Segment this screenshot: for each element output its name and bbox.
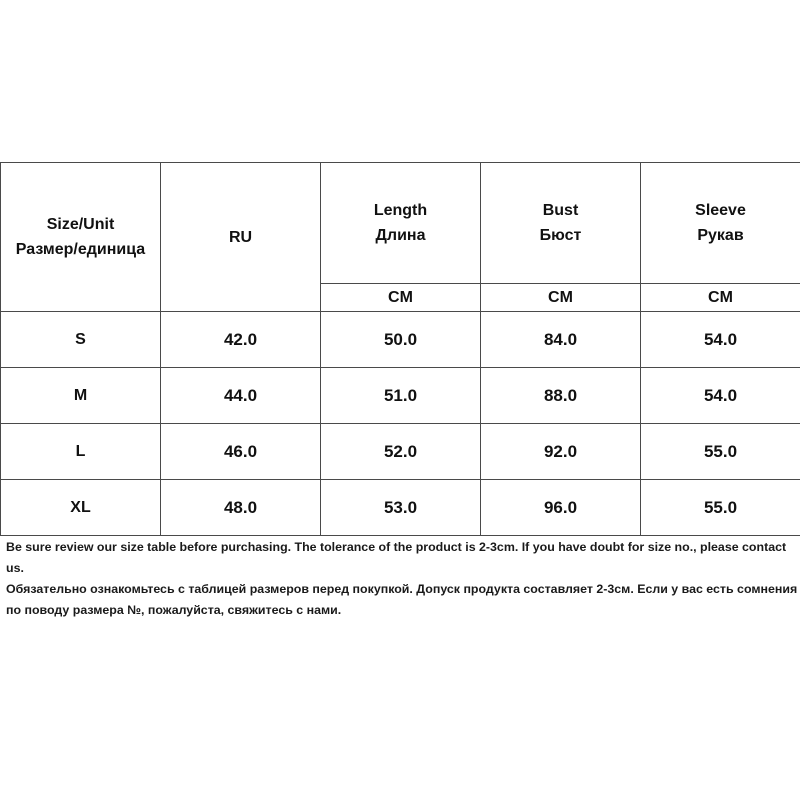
bust-cell: 96.0 xyxy=(481,480,641,536)
size-cell: XL xyxy=(1,480,161,536)
sleeve-cell: 55.0 xyxy=(641,480,800,536)
length-cell: 52.0 xyxy=(321,424,481,480)
disclaimer-en: Be sure review our size table before purchasing. The tolerance of the product is 2-3cm. If you have doubt for size no., please contact us. xyxy=(6,540,787,575)
bust-unit: CM xyxy=(481,284,641,312)
size-unit-header-en: Size/Unit xyxy=(46,216,115,233)
ru-cell: 42.0 xyxy=(161,312,321,368)
ru-header xyxy=(161,163,321,312)
ru-cell: 48.0 xyxy=(161,480,321,536)
bust-header-ru: Бюст xyxy=(539,227,582,244)
length-header xyxy=(321,163,481,284)
table-row xyxy=(1,312,800,368)
sleeve-header-en: Sleeve xyxy=(695,202,746,219)
sleeve-cell: 54.0 xyxy=(641,312,800,368)
bust-cell: 92.0 xyxy=(481,424,641,480)
sleeve-cell: 55.0 xyxy=(641,424,800,480)
table-row xyxy=(1,368,800,424)
length-cell: 51.0 xyxy=(321,368,481,424)
sleeve-cell: 54.0 xyxy=(641,368,800,424)
length-header-en: Length xyxy=(373,202,428,219)
table-row xyxy=(1,424,800,480)
size-cell: L xyxy=(1,424,161,480)
ru-header-label: RU xyxy=(228,228,253,246)
bust-cell: 88.0 xyxy=(481,368,641,424)
length-cell: 50.0 xyxy=(321,312,481,368)
bust-header xyxy=(481,163,641,284)
sleeve-header xyxy=(641,163,800,284)
bust-cell: 84.0 xyxy=(481,312,641,368)
length-unit: CM xyxy=(321,284,481,312)
size-unit-header xyxy=(1,163,161,312)
ru-cell: 44.0 xyxy=(161,368,321,424)
size-disclaimer xyxy=(6,537,798,621)
size-cell: S xyxy=(1,312,161,368)
bust-header-en: Bust xyxy=(542,202,579,219)
disclaimer-ru: Обязательно ознакомьтесь с таблицей размеров перед покупкой. Допуск продукта составляет 2-3см. Если у вас есть сомнения по поводу размера №, пожалуйста, свяжитесь с нами. xyxy=(6,582,798,617)
header-row xyxy=(1,163,800,284)
table-row xyxy=(1,480,800,536)
length-cell: 53.0 xyxy=(321,480,481,536)
size-table xyxy=(0,162,800,536)
size-cell: M xyxy=(1,368,161,424)
sleeve-unit: CM xyxy=(641,284,800,312)
sleeve-header-ru: Рукав xyxy=(697,227,744,244)
size-unit-header-ru: Размер/единица xyxy=(15,241,146,258)
ru-cell: 46.0 xyxy=(161,424,321,480)
length-header-ru: Длина xyxy=(375,227,426,244)
